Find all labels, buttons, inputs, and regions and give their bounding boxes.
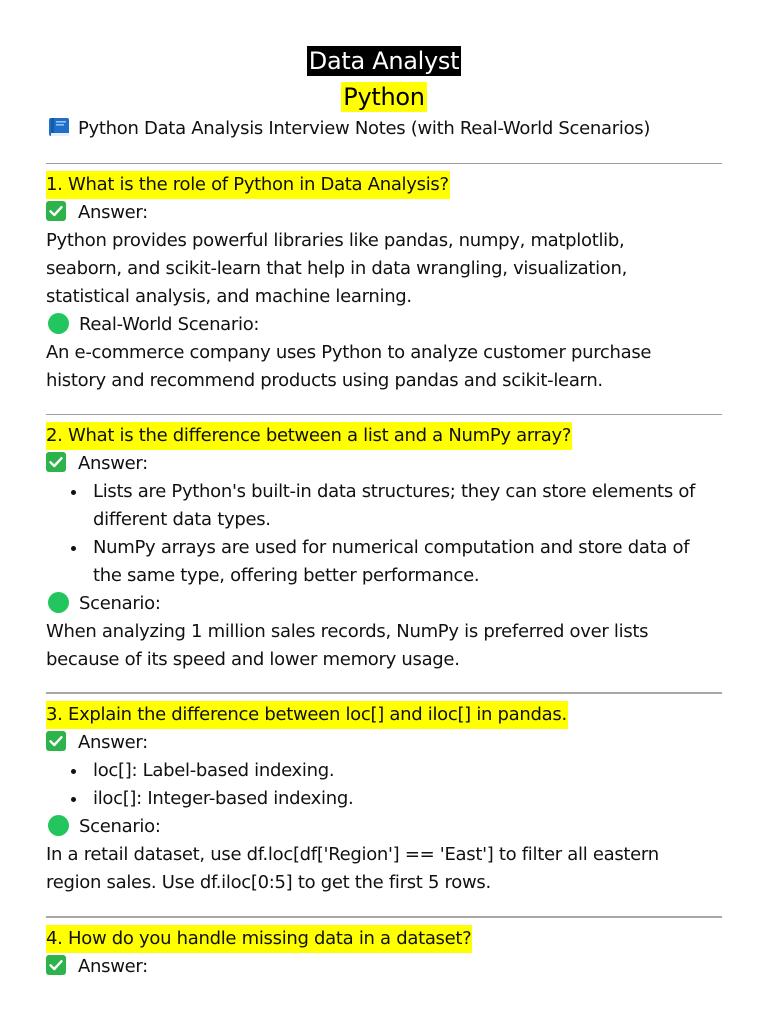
bullet-line: Lists are Python's built-in data structures; they can store elements of — [93, 481, 696, 502]
scenario-text — [46, 618, 736, 674]
question-heading: 3. Explain the difference between loc[] and iloc[] in pandas. — [46, 701, 568, 729]
bullet-line: iloc[]: Integer-based indexing. — [93, 788, 354, 809]
scenario-line: region sales. Use df.iloc[0:5] to get the first 5 rows. — [46, 872, 491, 893]
bullet-dot — [71, 490, 76, 495]
subtitle — [48, 116, 748, 142]
bullet-line: the same type, offering better performance. — [93, 565, 480, 586]
list-item — [46, 534, 736, 590]
answer-line: Python provides powerful libraries like pandas, numpy, matplotlib, — [46, 230, 625, 251]
scenario-label: Scenario: — [79, 593, 161, 614]
bullet-line: loc[]: Label-based indexing. — [93, 760, 335, 781]
check-icon — [46, 452, 66, 472]
answer-label: Answer: — [78, 956, 148, 977]
bullet-line: different data types. — [93, 509, 271, 530]
list-item — [46, 785, 736, 813]
question-section-2 — [46, 422, 736, 674]
answer-label: Answer: — [78, 453, 148, 474]
blue-book-icon — [48, 117, 70, 137]
question-section-4 — [46, 925, 736, 981]
divider — [46, 414, 722, 415]
answer-bullet-list — [46, 757, 736, 813]
green-circle-icon — [48, 592, 69, 613]
answer-text — [46, 227, 736, 311]
answer-line: statistical analysis, and machine learning. — [46, 286, 412, 307]
subtitle-text: Python Data Analysis Interview Notes (with Real-World Scenarios) — [78, 118, 651, 139]
scenario-line: In a retail dataset, use df.loc[df['Region'] == 'East'] to filter all eastern — [46, 844, 659, 865]
answer-line: seaborn, and scikit-learn that help in data wrangling, visualization, — [46, 258, 628, 279]
question-heading: 2. What is the difference between a list and a NumPy array? — [46, 422, 572, 450]
scenario-text — [46, 841, 736, 897]
divider — [46, 163, 722, 164]
answer-bullet-list — [46, 478, 736, 590]
list-item — [46, 478, 736, 534]
bullet-dot — [71, 797, 76, 802]
topic-title: Python — [343, 83, 425, 111]
answer-label: Answer: — [78, 732, 148, 753]
question-section-3 — [46, 701, 736, 897]
divider — [46, 916, 722, 918]
scenario-line: When analyzing 1 million sales records, NumPy is preferred over lists — [46, 621, 649, 642]
check-icon — [46, 731, 66, 751]
check-icon — [46, 955, 66, 975]
green-circle-icon — [48, 313, 69, 334]
green-circle-icon — [48, 815, 69, 836]
divider — [46, 692, 722, 694]
scenario-line: An e-commerce company uses Python to analyze customer purchase — [46, 342, 652, 363]
bullet-dot — [71, 546, 76, 551]
check-icon — [46, 201, 66, 221]
list-item — [46, 757, 736, 785]
scenario-text — [46, 339, 736, 395]
scenario-label: Real-World Scenario: — [79, 314, 260, 335]
question-heading: 1. What is the role of Python in Data Analysis? — [46, 171, 450, 199]
title-block — [0, 46, 768, 76]
question-section-1 — [46, 171, 736, 395]
page-title: Data Analyst — [308, 47, 460, 75]
scenario-line: history and recommend products using pandas and scikit-learn. — [46, 370, 603, 391]
scenario-label: Scenario: — [79, 816, 161, 837]
bullet-line: NumPy arrays are used for numerical computation and store data of — [93, 537, 690, 558]
question-heading: 4. How do you handle missing data in a dataset? — [46, 925, 472, 953]
scenario-line: because of its speed and lower memory usage. — [46, 649, 460, 670]
bullet-dot — [71, 769, 76, 774]
topic-block — [0, 82, 768, 112]
answer-label: Answer: — [78, 202, 148, 223]
